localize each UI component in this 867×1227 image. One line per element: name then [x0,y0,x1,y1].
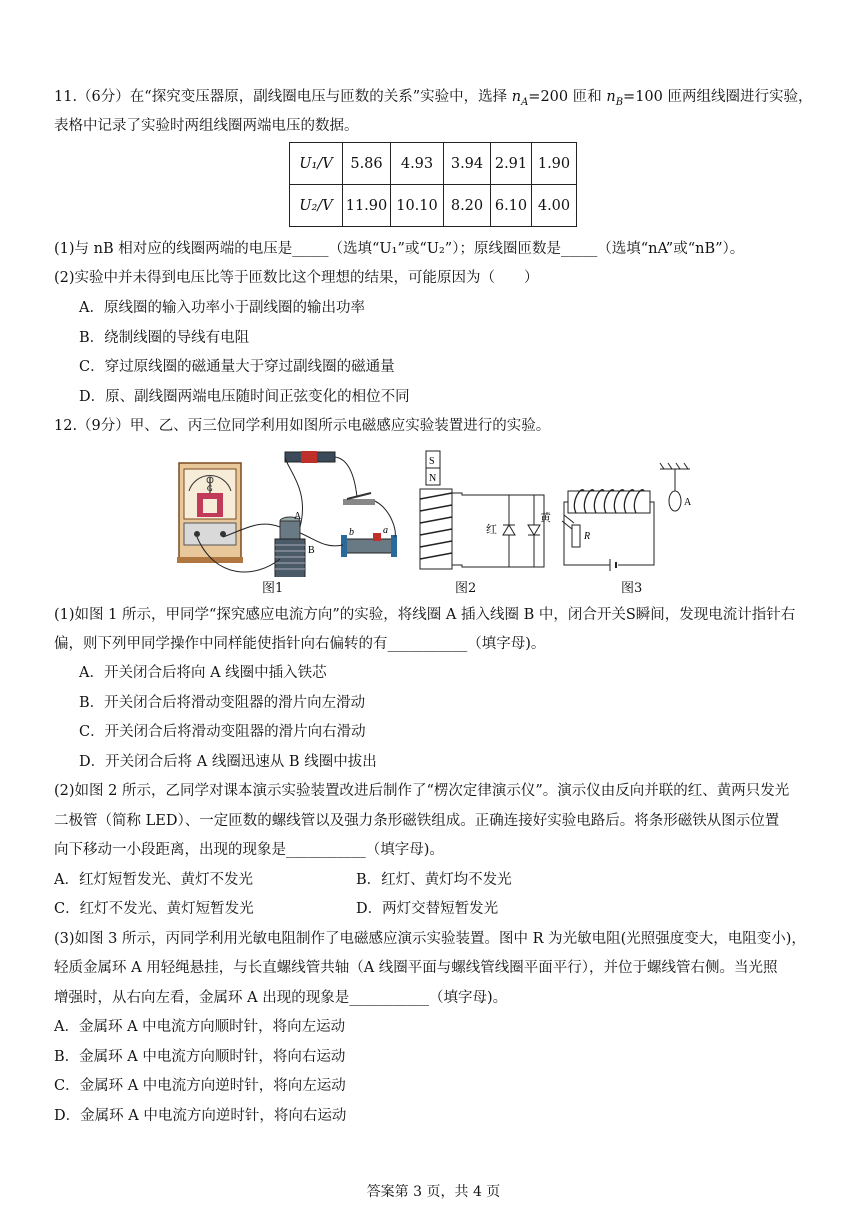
option-c: C．穿过原线圈的磁通量大于穿过副线圈的磁通量 [79,359,395,375]
option-d: D．两灯交替短暂发光 [356,901,499,917]
q12-sub1-line1: (1)如图 1 所示，甲同学“探究感应电流方向”的实验，将线圈 A 插入线圈 B 中，闭合开关S瞬间，发现电流计指针右 [54,607,796,623]
option-c: C．金属环 A 中电流方向逆时针，将向左运动 [54,1078,346,1094]
q11-sub2: (2)实验中并未得到电压比等于匝数比这个理想的结果，可能原因为（ ） [54,270,539,286]
table-cell: 4.93 [391,143,444,185]
q12-sub3-line2: 轻质金属环 A 用轻绳悬挂，与长直螺线管共轴（A 线圈平面与螺线管线圈平面平行），并位于螺线管右侧。当光照 [54,960,778,976]
table-row [290,185,577,227]
option-b: B．金属环 A 中电流方向顺时针，将向右运动 [54,1049,346,1065]
caption-fig2: 图2 [455,581,477,596]
voltage-table [289,142,577,227]
magnet-n-label: N [429,473,437,484]
table-cell: 11.90 [343,185,391,227]
q11-sub1: (1)与 nB 相对应的线圈两端的电压是_____（选填“U₁”或“U₂”）；原线圈匝数是_____（选填“nA”或“nB”）。 [54,241,745,257]
figure-3-photoresistor [560,449,700,577]
label-coil-b: B [308,545,315,556]
resistor-r-label: R [584,531,591,542]
table-row-label: U₂/V [290,185,343,227]
option-a: A．原线圈的输入功率小于副线圈的输出功率 [79,300,365,316]
q11-intro-line2: 表格中记录了实验时两组线圈两端电压的数据。 [54,118,359,134]
option-a: A．金属环 A 中电流方向顺时针，将向左运动 [54,1019,346,1035]
option-b: B．红灯、黄灯均不发光 [356,872,512,888]
table-cell: 3.94 [444,143,491,185]
q12-sub1-line2: 偏，则下列甲同学操作中同样能使指针向右偏转的有___________（填字母)。 [54,636,546,652]
label-coil-a: A [294,511,302,522]
option-b: B．绕制线圈的导线有电阻 [79,330,250,346]
q12-title: 12.（9分）甲、乙、丙三位同学利用如图所示电磁感应实验装置进行的实验。 [54,418,551,434]
option-a: A．开关闭合后将向 A 线圈中插入铁芯 [79,665,327,681]
option-d: D．原、副线圈两端电压随时间正弦变化的相位不同 [79,389,410,405]
caption-fig1: 图1 [262,581,284,596]
q12-sub3-line1: (3)如图 3 所示，丙同学利用光敏电阻制作了电磁感应演示实验装置。图中 R 为光敏电阻(光照强度变大，电阻变小)， [54,931,806,947]
option-d: D．开关闭合后将 A 线圈迅速从 B 线圈中拔出 [79,754,377,770]
table-row-label: U₁/V [290,143,343,185]
table-cell: 1.90 [532,143,577,185]
option-a: A．红灯短暂发光、黄灯不发光 [54,872,253,888]
option-c: C．红灯不发光、黄灯短暂发光 [54,901,254,917]
led-red-label: 红 [486,523,497,536]
table-cell: 5.86 [343,143,391,185]
magnet-s-label: S [429,456,435,467]
table-row [290,143,577,185]
table-cell: 10.10 [391,185,444,227]
table-cell: 4.00 [532,185,577,227]
label-a: a [383,525,388,536]
page-footer: 答案第 3 页，共 4 页 [366,1184,501,1200]
option-b: B．开关闭合后将滑动变阻器的滑片向左滑动 [79,695,366,711]
q12-sub2-line3: 向下移动一小段距离，出现的现象是___________（填字母)。 [54,842,444,858]
q12-sub2-line1: (2)如图 2 所示，乙同学对课本演示实验装置改进后制作了“楞次定律演示仪”。演示仪由反向并联的红、黄两只发光 [54,783,790,799]
option-c: C．开关闭合后将滑动变阻器的滑片向右滑动 [79,724,366,740]
ring-a-label: A [684,497,692,508]
led-yellow-label: 黄 [540,511,551,524]
caption-fig3: 图3 [621,581,643,596]
table-cell: 6.10 [491,185,532,227]
option-d: D．金属环 A 中电流方向逆时针，将向右运动 [54,1108,347,1124]
q12-sub3-line3: 增强时，从右向左看，金属环 A 出现的现象是___________（填字母)。 [54,990,508,1006]
figure-1-apparatus [175,449,410,577]
table-cell: 2.91 [491,143,532,185]
q11-title: 11.（6分）在“探究变压器原，副线圈电压与匝数的关系”实验中，选择 $n_A=200$ 匝和 $n_B=100$ 匝两组线圈进行实验， [54,89,813,108]
table-cell: 8.20 [444,185,491,227]
q12-sub2-line2: 二极管（简称 LED）、一定匝数的螺线管以及强力条形磁铁组成。正确连接好实验电路后。将条形磁铁从图示位置 [54,813,780,829]
figure-2-lenz-demo [414,449,554,577]
label-b: b [349,527,354,538]
label-g: G [207,484,213,493]
